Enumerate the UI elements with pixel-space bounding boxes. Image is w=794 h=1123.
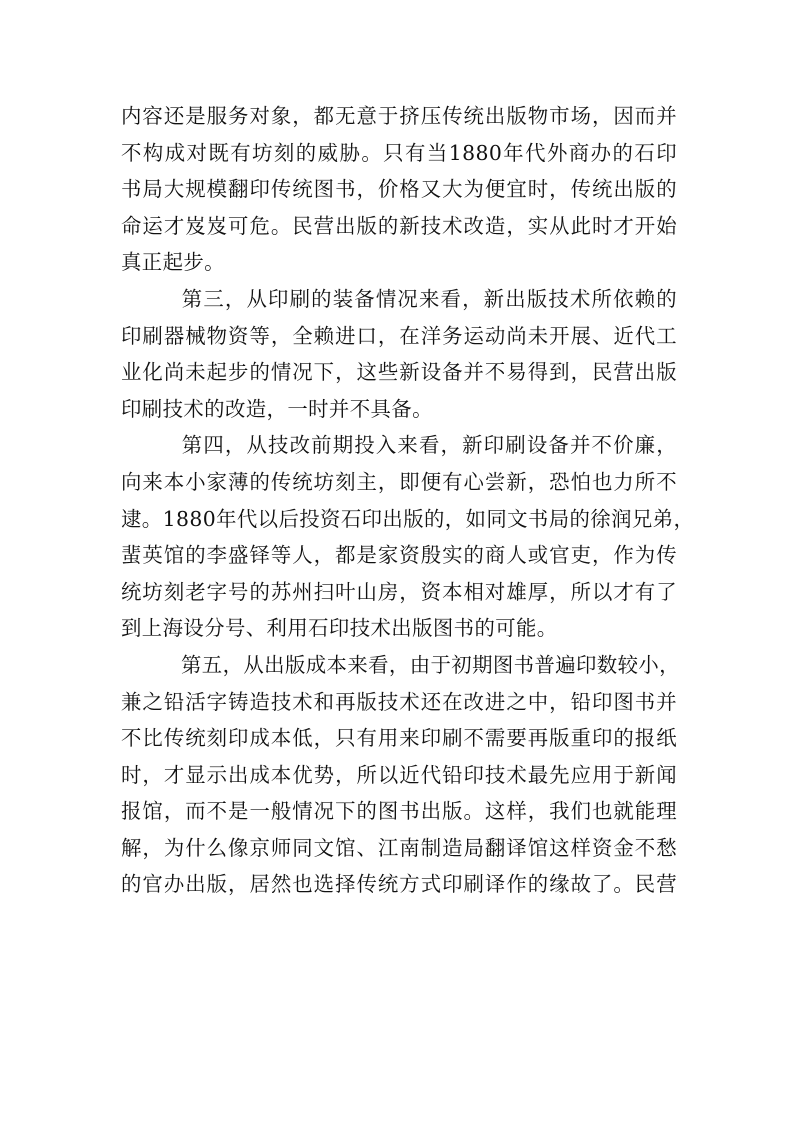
text-line: 印刷器械物资等，全赖进口，在洋务运动尚未开展、近代工: [121, 323, 677, 348]
text-line: 蜚英馆的李盛铎等人，都是家资殷实的商人或官吏，作为传: [121, 543, 677, 568]
text-line-content: 第四，从技改前期投入来看，新印刷设备并不价廉，: [181, 433, 677, 458]
text-line: [121, 647, 680, 684]
text-line: 命运才岌岌可危。民营出版的新技术改造，实从此时才开始: [121, 213, 677, 238]
paragraph-4: [121, 647, 680, 903]
text-line: [121, 427, 677, 464]
text-line: 向来本小家薄的传统坊刻主，即便有心尝新，恐怕也力所不: [121, 469, 677, 494]
text-line-content: 第五，从出版成本来看，由于初期图书普遍印数较小，: [181, 652, 680, 677]
text-line-content: 第三，从印刷的装备情况来看，新出版技术所依赖的: [181, 286, 677, 311]
paragraph-3: [121, 427, 695, 647]
text-line: 解，为什么像京师同文馆、江南制造局翻译馆这样资金不愁: [121, 835, 677, 860]
paragraph-2: [121, 281, 677, 427]
text-line: 时，才显示出成本优势，所以近代铅印技术最先应用于新闻: [121, 762, 677, 787]
text-line: 统坊刻老字号的苏州扫叶山房，资本相对雄厚，所以才有了: [121, 579, 677, 604]
text-line: 业化尚未起步的情况下，这些新设备并不易得到，民营出版: [121, 360, 677, 385]
text-line: 书局大规模翻印传统图书，价格又大为便宜时，传统出版的: [121, 177, 677, 202]
text-line: 报馆，而不是一般情况下的图书出版。这样，我们也就能理: [121, 799, 677, 824]
document-page: [121, 98, 695, 903]
text-line: 印刷技术的改造，一时并不具备。: [121, 396, 433, 421]
text-line: 内容还是服务对象，都无意于挤压传统出版物市场，因而并: [121, 104, 677, 128]
text-line: 不比传统刻印成本低，只有用来印刷不需要再版重印的报纸: [121, 726, 677, 751]
text-line: 不构成对既有坊刻的威胁。只有当1880年代外商办的石印: [121, 140, 677, 165]
text-line: 到上海设分号、利用石印技术出版图书的可能。: [121, 616, 558, 641]
text-line: 的官办出版，居然也选择传统方式印刷译作的缘故了。民营: [121, 872, 677, 897]
text-line: [121, 281, 677, 318]
text-line: 真正起步。: [121, 250, 225, 275]
text-line: 兼之铅活字铸造技术和再版技术还在改进之中，铅印图书并: [121, 689, 677, 714]
paragraph-1: [121, 98, 677, 281]
text-line: 逮。1880年代以后投资石印出版的，如同文书局的徐润兄弟，: [121, 506, 695, 531]
